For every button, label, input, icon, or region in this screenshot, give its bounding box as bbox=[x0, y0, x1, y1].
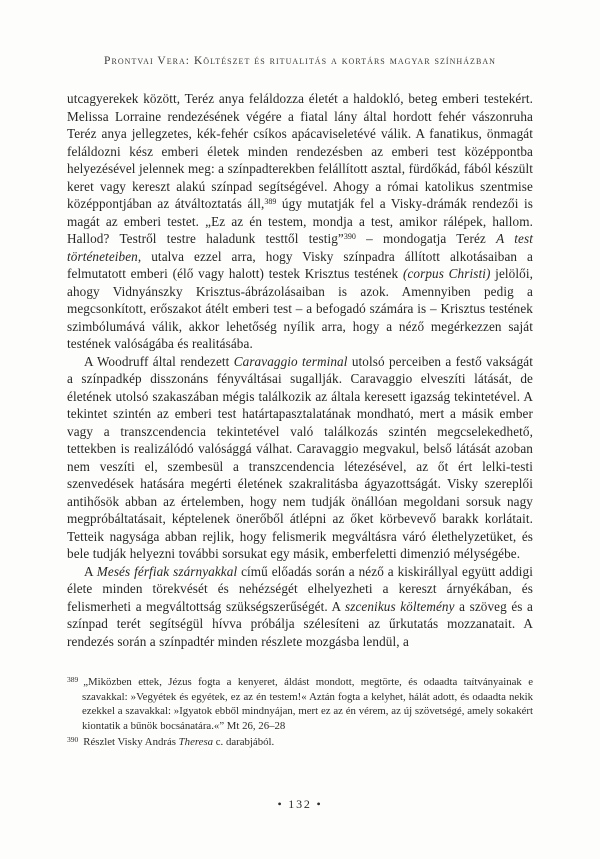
text-segment: Részlet Visky András bbox=[83, 736, 179, 749]
running-header: Prontvai Vera: Költészet és ritualitás a kortárs magyar színházban bbox=[104, 55, 496, 67]
page-number: • 132 • bbox=[277, 797, 323, 811]
footnote bbox=[67, 673, 533, 733]
text-segment: Theresa bbox=[178, 736, 214, 749]
text-segment: „Miközben ettek, Jézus fogta a kenyeret, áldást mondott, megtörte, és odaadta taítványainak e szavakkal: »Vegyétek és egyétek, ez az én testem!« Aztán fogta a kelyhet, hálát adott, és odaadta nekik ezekkel a szavakkal: »Igyatok ebből mindnyájan, mert ez az én vérem, az új szövetségé, amely sokakért kiontatik a bűnök bocsánatára.«” Mt 26, 26–28 bbox=[82, 676, 533, 732]
page-content bbox=[67, 90, 533, 750]
footnote-number: 390 bbox=[67, 735, 79, 745]
footnotes bbox=[67, 673, 533, 750]
text-segment: A test történeteiben bbox=[67, 231, 533, 264]
paragraph bbox=[67, 563, 533, 651]
text-segment: úgy mutatják fel a Visky-drámák rendezői is magát az emberi testet. „Ez az én testem, mondja a test, amikor rálépek, hallom. Hallod? Testről testre haladunk testtől testig” bbox=[67, 196, 533, 246]
text-segment: Caravaggio terminal bbox=[233, 353, 348, 369]
text-segment: jelölői, ahogy Vidnyánszky Krisztus-ábrázolásaiban is azok. Amennyiben pedig a megcsonkított, erőszakot átélt emberi test – a befogadó számára is – Krisztus testének szimbólumává válik, akkor lehetőség nyílik arra, hogy a néző megérkezzen saját testének valóságába és realitásába. bbox=[67, 266, 533, 351]
text-segment: A Woodruff által rendezett bbox=[84, 353, 234, 369]
paragraph bbox=[67, 353, 533, 563]
text-segment: című előadás során a néző a kiskirállyal együtt addigi élete minden törekvését és nehézségét elhelyezheti a kereszt árnyékában, és felismerheti a megváltottság szükségszerűségét. A bbox=[67, 563, 533, 614]
footnote-reference: 389 bbox=[264, 197, 277, 206]
paragraph bbox=[67, 90, 533, 353]
text-segment: utcagyerekek között, Teréz anya feláldozza életét a haldokló, beteg emberi testekért. Melissa Lorraine rendezésének végére a fiatal lány által hordott fehér vászonruha Teréz anya jellegzetes, kék-fehér csíkos apácaviseletévé válik. A fanatikus, önmagát feláldozni kész emberi életek minden rendezésben az emberi test középpontba helyezésével jelennek meg: a színpadterekben felállított asztal, fürdőkád, fából készült keret vagy kereszt alakú színpad segítségével. Ahogy a római katolikus szentmise középpontjában az átváltoztatás áll, bbox=[67, 91, 533, 211]
text-segment: , utalva ezzel arra, hogy Visky színpadra állított alkotásaiban a felmutatott emberi (élő vagy halott) testek Krisztus testének bbox=[67, 248, 533, 281]
body-text bbox=[67, 90, 533, 650]
text-segment: szcenikus költemény bbox=[344, 598, 455, 614]
text-segment: – mondogatja Teréz bbox=[355, 231, 497, 246]
text-segment: a szöveg és a színpad terét segítségül hívva próbálja szélesíteni az űrkutatás mozzanatait. A rendezés során a színpadtér minden részlete mozgásba lendül, a bbox=[67, 598, 533, 649]
footnote bbox=[67, 733, 533, 750]
text-segment: (corpus Christi) bbox=[402, 266, 491, 281]
text-segment: A bbox=[84, 563, 97, 579]
footnote-number: 389 bbox=[67, 675, 79, 684]
text-segment: utolsó perceiben a festő vakságát a színpadkép disszonáns fényváltásai sugallják. Caravaggio elveszíti látását, de életének utolsó szakaszában mégis találkozik az általa keresett igazság tekintetével. A tekintet szintén az emberi test határtapasztalatának mondható, mert a másik ember vagy a transzcendencia tekintetével való találkozás szintén megcselekedhető, tettekben is realizálódó valósággá válhat. Caravaggio megvakul, belső látását azoban nem veszíti el, szembesül a transzcendencia létezésével, az őt ért lelki-testi szenvedések hatására megérti életének szakralitásba ágyazottságát. Visky szereplői antihősök abban az értelemben, hogy nem tudják önállóan megoldani sorsuk nagy megpróbáltatásait, képtelenek önerőből átlépni az őket körbevevő barakk korlátait. Tetteik nagysága abban rejlik, hogy felismerik megváltásra váró élethelyzetüket, és bele tudják helyezni további sorsukat egy másik, emberfeletti dimenzió mélységébe. bbox=[67, 353, 533, 561]
text-segment: c. darabjából. bbox=[213, 736, 275, 749]
footnote-reference: 390 bbox=[343, 232, 356, 241]
text-segment: Mesés férfiak szárnyakkal bbox=[96, 563, 238, 579]
